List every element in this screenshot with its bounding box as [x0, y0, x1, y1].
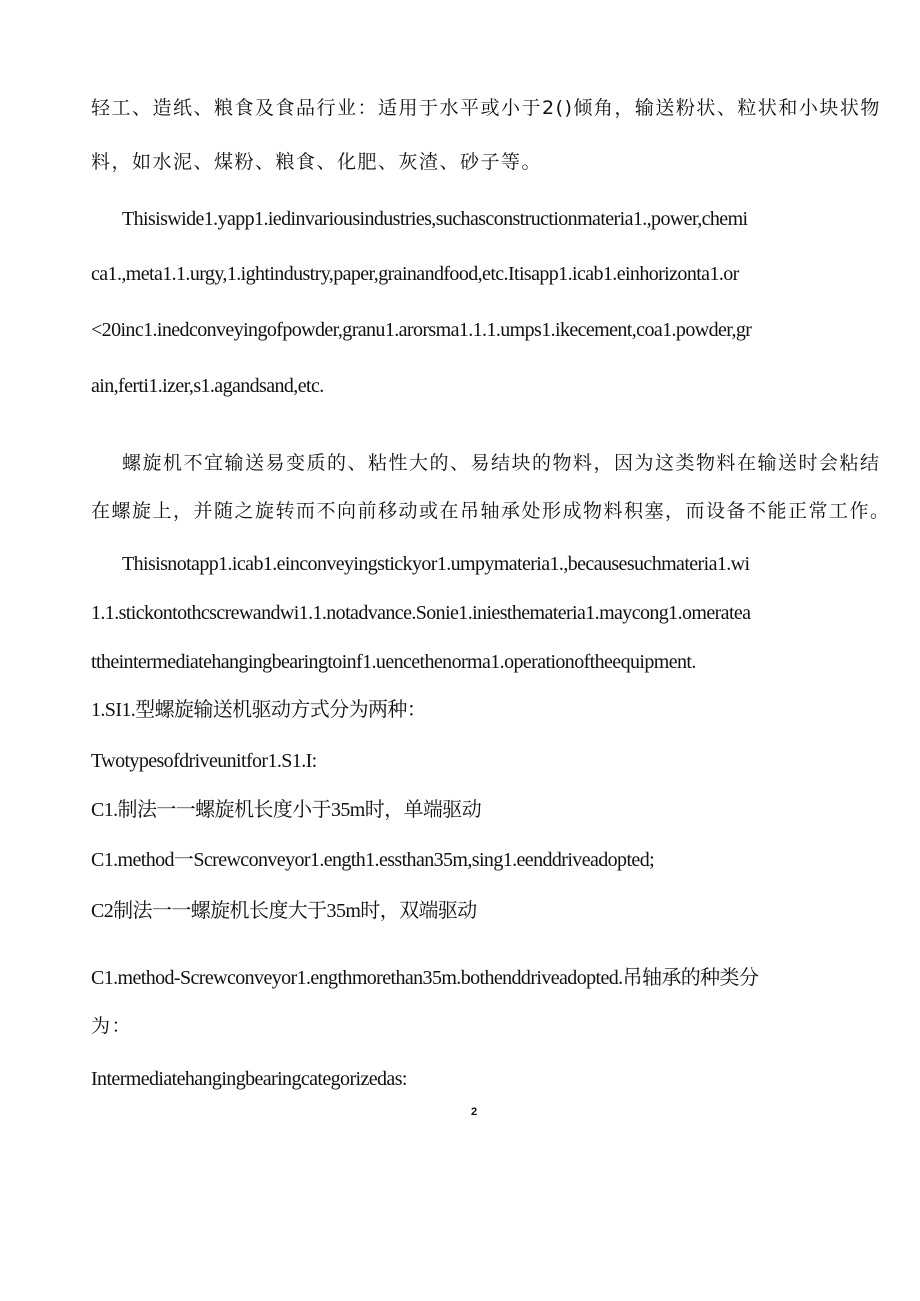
- paragraph-3-line-1: 螺旋机不宜输送易变质的、粘性大的、易结块的物料，因为这类物料在输送时会粘结: [122, 452, 881, 474]
- paragraph-8: C1.method一Screwconveyor1.ength1.essthan35m,sing1.eenddriveadopted;: [91, 849, 655, 871]
- paragraph-5: 1.SI1.型螺旋输送机驱动方式分为两种：: [91, 699, 427, 721]
- paragraph-1-line-1: 轻工、造纸、粮食及食品行业：适用于水平或小于2()倾角，输送粉状、粒状和小块状物: [91, 97, 881, 119]
- paragraph-2-line-3: <20inc1.inedconveyingofpowder,granu1.arorsma1.1.1.umps1.ikecement,coa1.powder,gr: [91, 319, 752, 341]
- paragraph-11: Intermediatehangingbearingcategorizedas:: [91, 1068, 407, 1090]
- paragraph-10-line-1: C1.method-Screwconveyor1.engthmorethan35m.bothenddriveadopted.吊轴承的种类分: [91, 967, 759, 989]
- paragraph-4-line-2: 1.1.stickontothcscrewandwi1.1.notadvance.Sonie1.iniesthemateria1.maycong1.omeratea: [91, 602, 751, 624]
- paragraph-9: C2制法一一螺旋机长度大于35m时，双端驱动: [91, 900, 477, 922]
- paragraph-3-line-2: 在螺旋上，并随之旋转而不向前移动或在吊轴承处形成物料积塞，而设备不能正常工作。: [91, 500, 891, 522]
- paragraph-10-line-2: 为：: [91, 1015, 133, 1037]
- paragraph-4-line-3: ttheintermediatehangingbearingtoinf1.uencethenorma1.operationoftheequipment.: [91, 651, 696, 673]
- paragraph-2-line-1: Thisiswide1.yapp1.iedinvariousindustries,suchasconstructionmateria1.,power,chemi: [122, 208, 748, 230]
- page-number: 2: [471, 1106, 478, 1118]
- paragraph-6: Twotypesofdriveunitfor1.S1.I:: [91, 750, 317, 772]
- paragraph-7: C1.制法一一螺旋机长度小于35m时，单端驱动: [91, 799, 482, 821]
- paragraph-2-line-2: ca1.,meta1.1.urgy,1.ightindustry,paper,grainandfood,etc.Itisapp1.icab1.einhorizonta1.or: [91, 263, 739, 285]
- paragraph-1-line-2: 料，如水泥、煤粉、粮食、化肥、灰渣、砂子等。: [91, 151, 543, 173]
- paragraph-2-line-4: ain,ferti1.izer,s1.agandsand,etc.: [91, 375, 324, 397]
- paragraph-4-line-1: Thisisnotapp1.icab1.einconveyingstickyor1.umpymateria1.,becausesuchmateria1.wi: [122, 553, 750, 575]
